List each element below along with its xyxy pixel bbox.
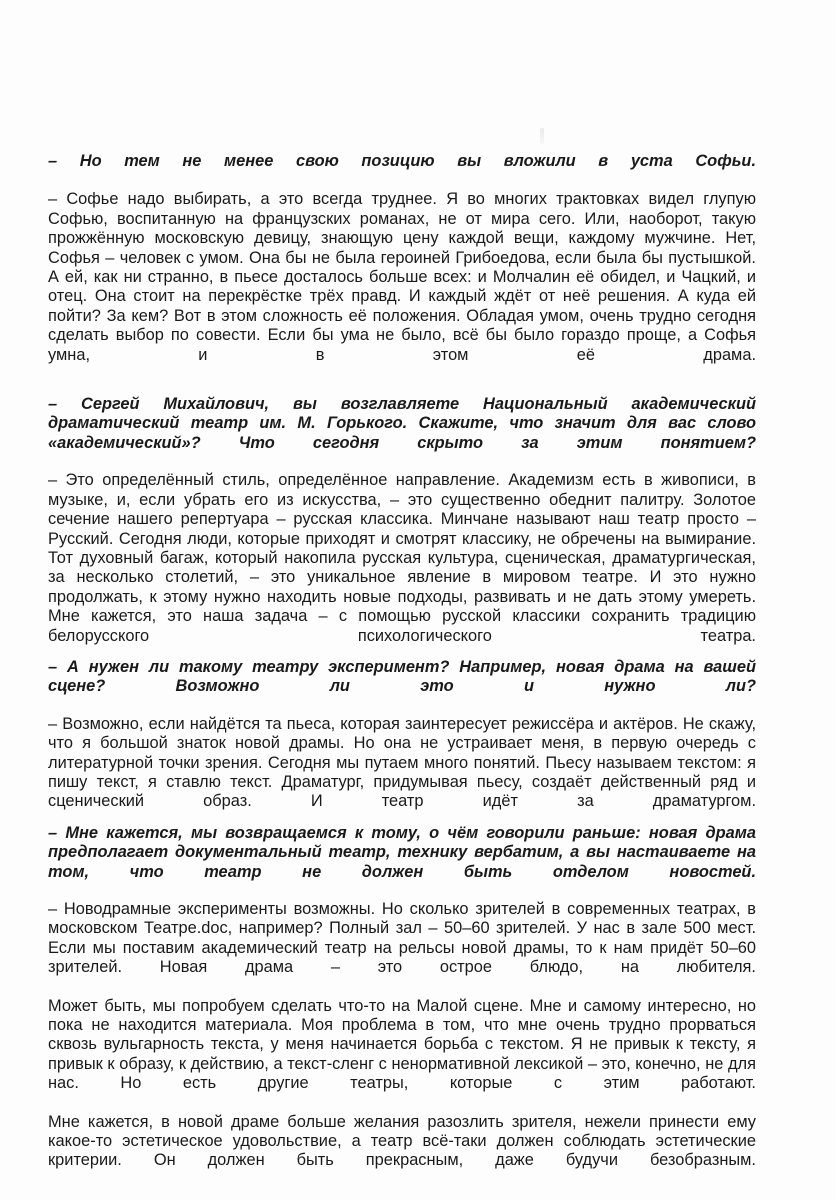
interviewer-question-2: – Сергей Михайлович, вы возглавляете Национальный академический драматический театр им. М. Горького. Скажите, что значит для вас слово «академический»? Что сегодня скрыто за этим понятием?: [48, 395, 756, 452]
interviewer-question-4: – Мне кажется, мы возвращаемся к тому, о чём говорили раньше: новая драма предполагает документальный театр, технику вербатим, а вы настаиваете на том, что театр не должен быть отделом новостей.: [48, 823, 756, 881]
answer-4-paragraph-1: – Новодрамные эксперименты возможны. Но сколько зрителей в современных театрах, в московском Театре.doc, например? Полный зал – 50–60 зрителей. У нас в зале 500 мест. Если мы поставим академический театр на рельсы новой драмы, то к нам придёт 50–60 зрителей. Новая драма – это острое блюдо, на любителя.: [48, 900, 756, 977]
answer-4-paragraph-2: Может быть, мы попробуем сделать что-то на Малой сцене. Мне и самому интересно, но пока не находится материала. Моя проблема в том, что мне очень трудно прорваться сквозь вульгарность текста, у меня начинается борьба с текстом. Я не привык к тексту, я привык к образу, к действию, а текст-сленг с ненормативной лексикой – это, конечно, не для нас. Но есть другие театры, которые с этим работают.: [48, 996, 756, 1093]
interviewer-question-1: – Но тем не менее свою позицию вы вложили в уста Софьи.: [48, 152, 756, 170]
answer-1: – Софье надо выбирать, а это всегда труднее. Я во многих трактовках видел глупую Софью, воспитанную на французских романах, не от мира сего. Или, наоборот, такую прожжённую московскую девицу, знающую цену каждой вещи, каждому мужчине. Нет, Софья – человек с умом. Она бы не была героиней Грибоедова, если была бы пустышкой. А ей, как ни странно, в пьесе досталось больше всех: и Молчалин её обидел, и Чацкий, и отец. Она стоит на перекрёстке трёх правд. И каждый ждёт от неё решения. А куда ей пойти? За кем? Вот в этом сложность её положения. Обладая умом, очень трудно сегодня сделать выбор по совести. Если бы ума не было, всё бы было гораздо проще, а Софья умна, и в этом её драма.: [48, 190, 756, 364]
interviewer-question-3: – А нужен ли такому театру эксперимент? Например, новая драма на вашей сцене? Возможно ли это и нужно ли?: [48, 657, 756, 696]
scan-artifact: [540, 128, 544, 144]
interview-text: [48, 152, 756, 1171]
answer-2: – Это определённый стиль, определённое направление. Академизм есть в живописи, в музыке, и, если убрать его из искусства, – это существенно обеднит палитру. Золотое сечение нашего репертуара – русская классика. Минчане называют наш театр просто – Русский. Сегодня люди, которые приходят и смотрят классику, не обречены на вымирание. Тот духовный багаж, который накопила русская культура, сценическая, драматургическая, за несколько столетий, – это уникальное явление в мировом театре. И это нужно продолжать, к этому нужно находить новые подходы, развивать и не дать этому умереть. Мне кажется, это наша задача – с помощью русской классики сохранить традицию белорусского психологического театра.: [48, 471, 756, 645]
answer-3: – Возможно, если найдётся та пьеса, которая заинтересует режиссёра и актёров. Не скажу, что я большой знаток новой драмы. Но она не устраивает меня, в первую очередь с литературной точки зрения. Сегодня мы путаем много понятий. Пьесу называем текстом: я пишу текст, я ставлю текст. Драматург, придумывая пьесу, создаёт действенный ряд и сценический образ. И театр идёт за драматургом.: [48, 714, 756, 811]
answer-4-paragraph-3: Мне кажется, в новой драме больше желания разозлить зрителя, нежели принести ему какое-то эстетическое удовольствие, а театр всё-таки должен соблюдать эстетические критерии. Он должен быть прекрасным, даже будучи безобразным.: [48, 1112, 756, 1170]
